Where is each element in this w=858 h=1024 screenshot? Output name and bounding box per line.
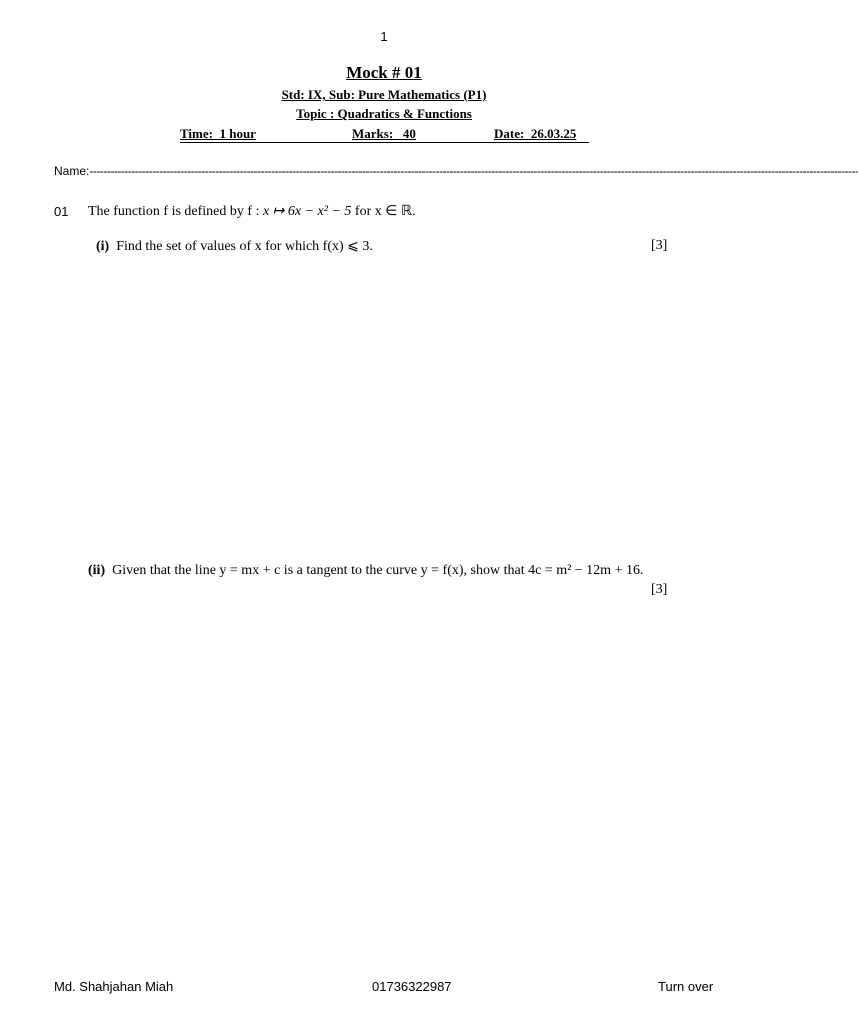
part-i-label: (i) <box>96 239 110 254</box>
name-field[interactable] <box>54 164 858 178</box>
topic-line: Topic : Quadratics & Functions <box>296 106 472 121</box>
exam-marks: Marks: 40 <box>352 126 416 141</box>
part-i-marks: [3] <box>651 238 668 253</box>
exam-date: Date: 26.03.25 <box>494 126 577 141</box>
part-ii-text: Given that the line y = mx + c is a tangent to the curve y = f(x), show that 4c = m² − 12m + 16. <box>112 563 644 578</box>
question-part-i <box>96 238 373 255</box>
question-stem <box>88 203 416 220</box>
name-label: Name: <box>54 164 90 178</box>
name-dotted-line: ---------------------------------------------------------------------------------------------------------------------------------------------------------------------------------------------------------------------------- <box>89 164 858 178</box>
part-ii-label: (ii) <box>88 563 106 578</box>
page-number: 1 <box>380 29 388 44</box>
footer-author: Md. Shahjahan Miah <box>54 979 174 994</box>
part-ii-marks: [3] <box>651 582 668 597</box>
footer-turn-over: Turn over <box>658 979 714 994</box>
question-number: 01 <box>54 204 69 219</box>
page-title: Mock # 01 <box>346 63 422 82</box>
part-i-text: Find the set of values of x for which f(x) ⩽ 3. <box>116 239 373 254</box>
exam-time: Time: 1 hour <box>180 126 256 141</box>
standard-subject-line: Std: IX, Sub: Pure Mathematics (P1) <box>281 87 487 102</box>
meta-underline <box>180 142 589 143</box>
question-stem-prefix: The function f is defined by f : <box>88 204 263 219</box>
footer-phone: 01736322987 <box>372 979 452 994</box>
question-part-ii <box>88 563 643 579</box>
question-stem-suffix: for x ∈ ℝ. <box>351 204 416 219</box>
question-stem-math: x ↦ 6x − x² − 5 <box>262 204 352 219</box>
